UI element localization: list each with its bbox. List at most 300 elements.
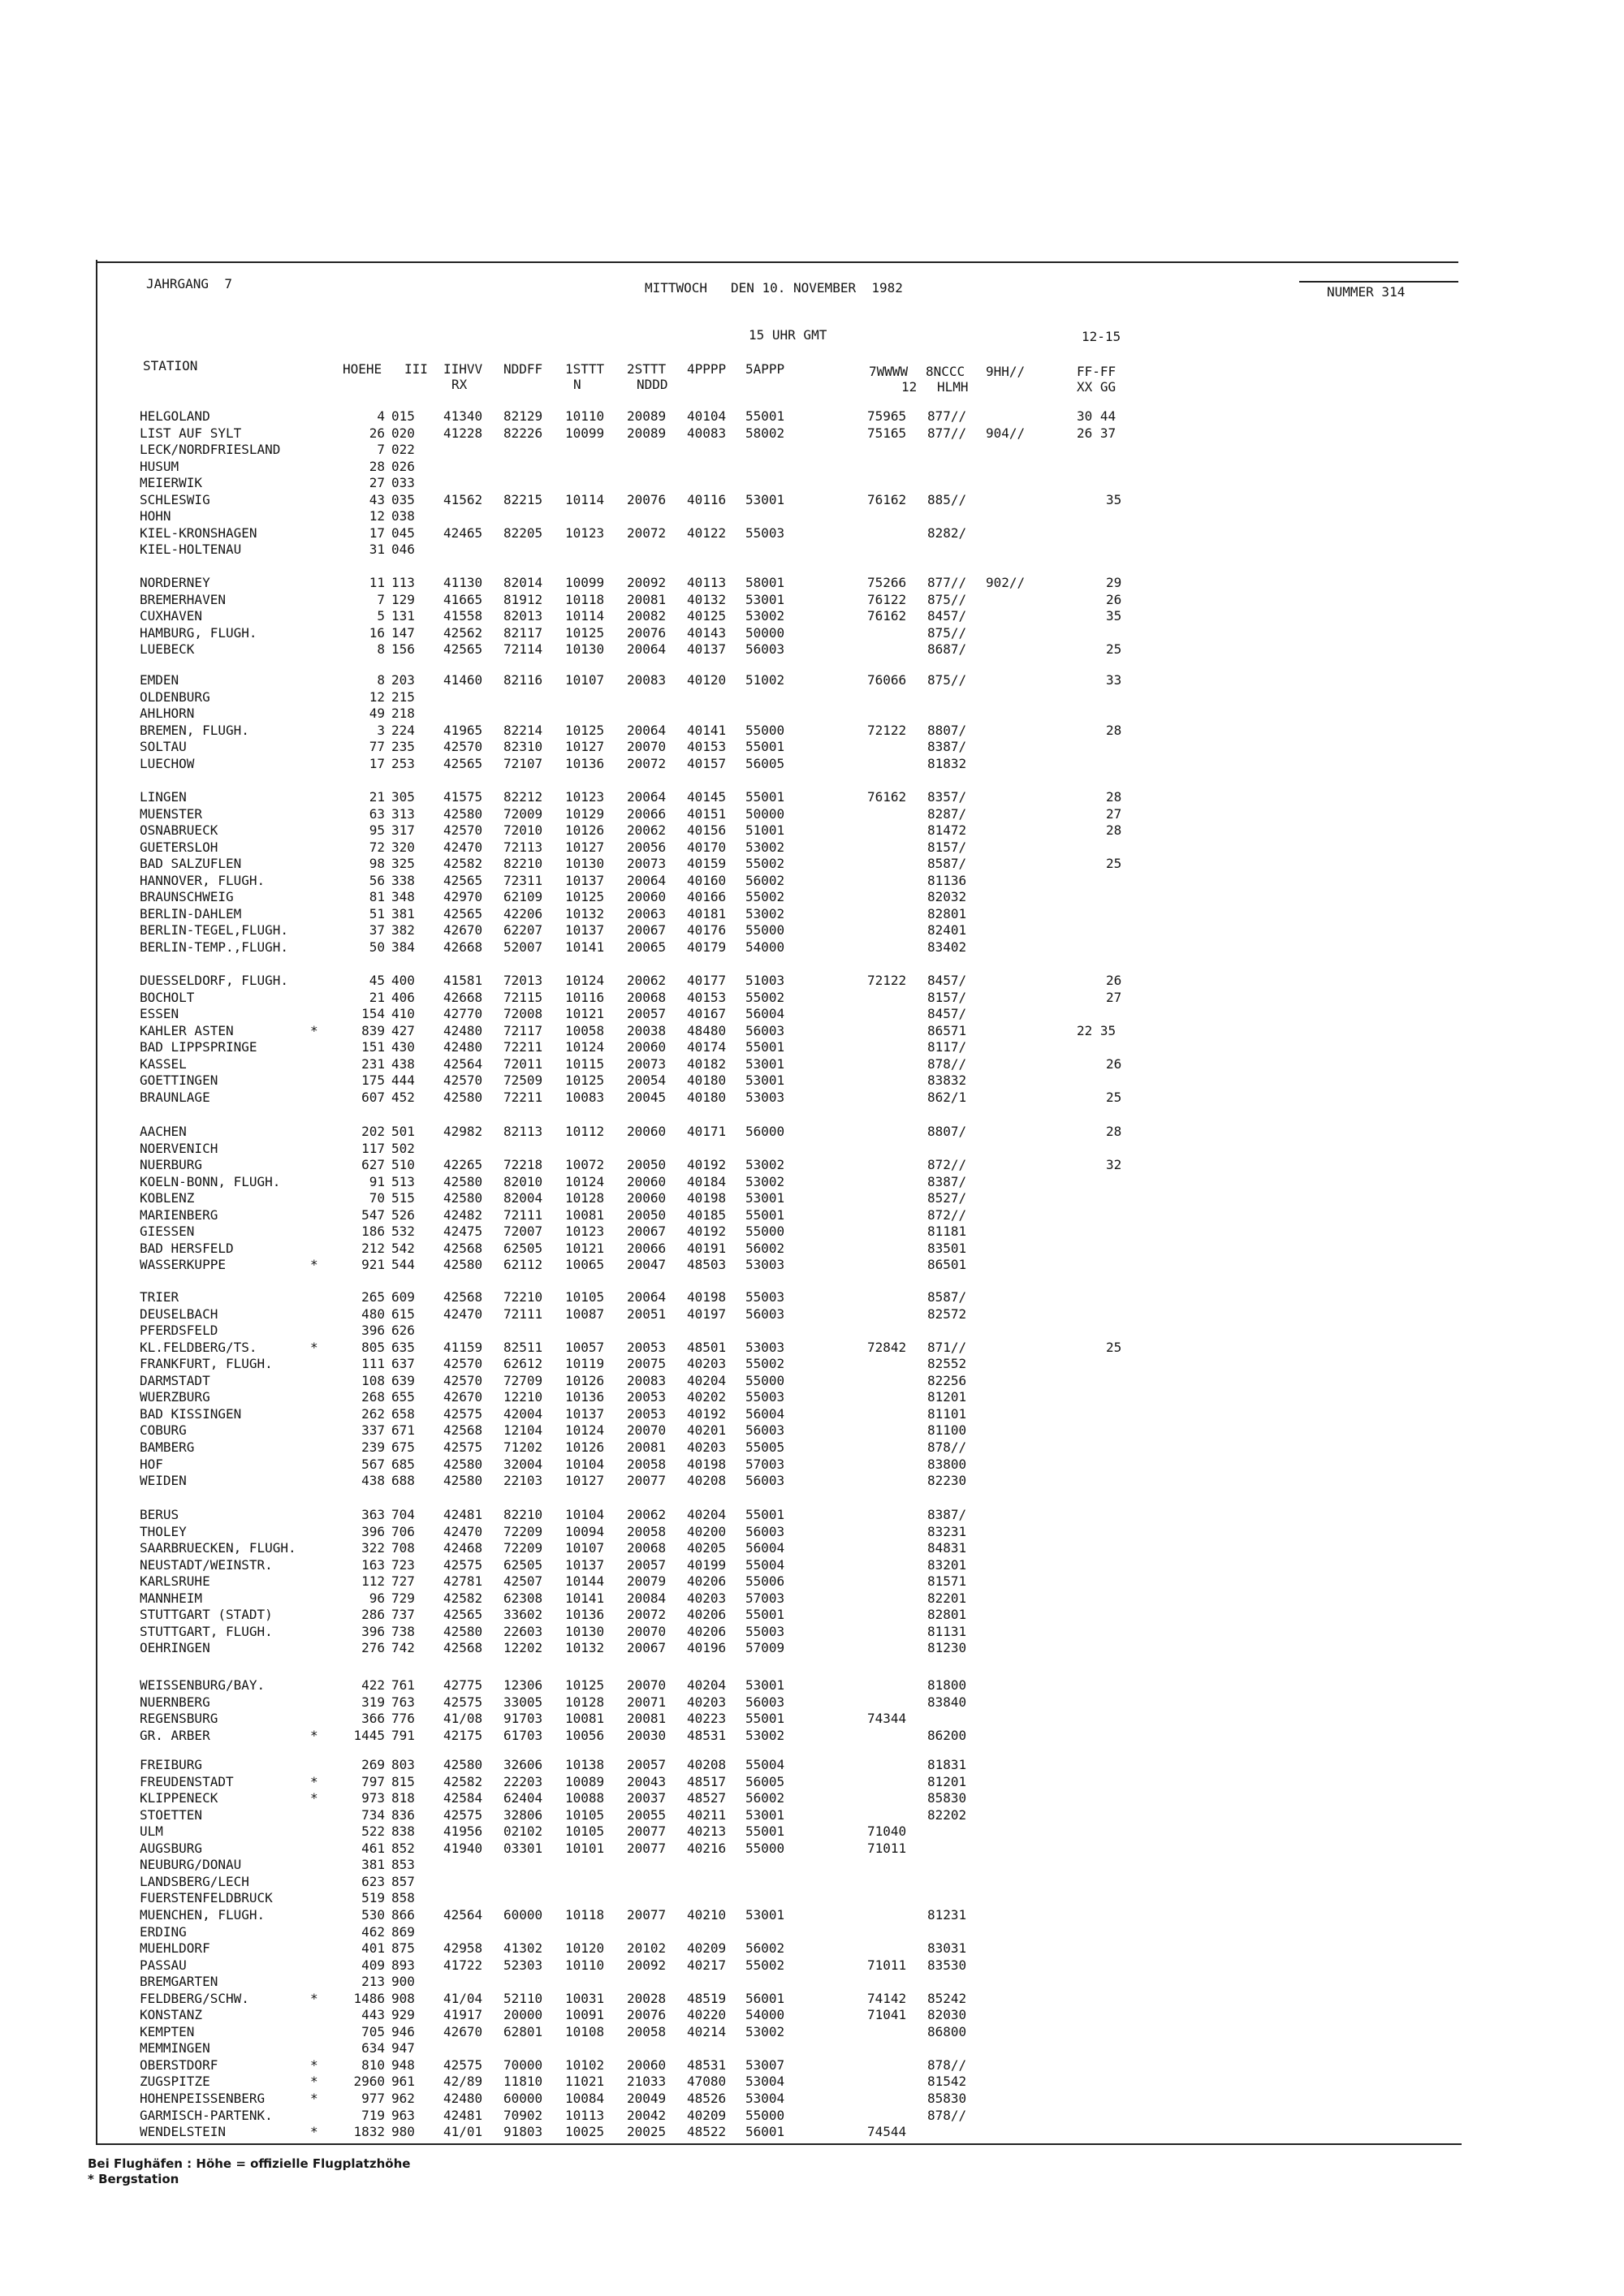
- nccc8: 85242: [927, 1990, 967, 2006]
- appp5: 55000: [745, 1372, 785, 1388]
- nccc8: 81832: [927, 755, 967, 771]
- station-name: NEUSTADT/WEINSTR.: [140, 1556, 273, 1573]
- pppp4: 40180: [687, 1072, 727, 1089]
- hoehe: 21: [369, 789, 385, 805]
- appp5: 53001: [745, 1190, 785, 1206]
- nccc8: 8157/: [927, 989, 967, 1005]
- sttt1: 10065: [565, 1257, 605, 1273]
- nccc8: 885//: [927, 491, 967, 507]
- appp5: 55004: [745, 1757, 785, 1772]
- hoehe: 21: [369, 989, 385, 1005]
- pppp4: 48531: [687, 1727, 727, 1743]
- col-4pppp: 4PPPP: [687, 361, 727, 377]
- station-name: AACHEN: [140, 1124, 187, 1139]
- ff: 25: [1106, 641, 1122, 658]
- iii: 338: [391, 872, 415, 888]
- nccc8: 81472: [927, 822, 967, 839]
- table-row: [0, 1957, 1624, 1974]
- iihvv: 42575: [443, 1806, 483, 1823]
- hoehe: 422: [361, 1677, 385, 1693]
- sttt2: 20063: [627, 905, 667, 921]
- sttt2: 20060: [627, 1124, 667, 1139]
- hoehe: 705: [361, 2023, 385, 2039]
- sttt1: 10057: [565, 1339, 605, 1355]
- nddff: 82010: [503, 1173, 543, 1189]
- iihvv: 42565: [443, 755, 483, 771]
- appp5: 53001: [745, 491, 785, 507]
- iihvv: 42465: [443, 524, 483, 541]
- sttt2: 20053: [627, 1339, 667, 1355]
- station-name: NEUBURG/DONAU: [140, 1857, 242, 1873]
- iihvv: 42470: [443, 1523, 483, 1539]
- nccc8: 8457/: [927, 608, 967, 624]
- iii: 305: [391, 789, 415, 805]
- hoehe: 973: [361, 1790, 385, 1806]
- nccc8: 875//: [927, 591, 967, 607]
- nccc8: 875//: [927, 624, 967, 641]
- hoehe: 921: [361, 1257, 385, 1273]
- iihvv: 42575: [443, 1405, 483, 1422]
- sttt2: 20081: [627, 1711, 667, 1727]
- iii: 381: [391, 905, 415, 921]
- nccc8: 83231: [927, 1523, 967, 1539]
- table-row: [0, 508, 1624, 524]
- station-name: GIESSEN: [140, 1224, 195, 1240]
- sttt1: 10127: [565, 839, 605, 855]
- pppp4: 40198: [687, 1456, 727, 1472]
- iihvv: 42570: [443, 739, 483, 755]
- iihvv: 42580: [443, 805, 483, 822]
- iihvv: 42958: [443, 1940, 483, 1957]
- pppp4: 40180: [687, 1089, 727, 1105]
- sttt2: 20072: [627, 1607, 667, 1623]
- pppp4: 40181: [687, 905, 727, 921]
- sttt1: 10104: [565, 1507, 605, 1522]
- iii: 131: [391, 608, 415, 624]
- nccc8: 81230: [927, 1640, 967, 1656]
- iihvv: 42570: [443, 822, 483, 839]
- wwww7: 74142: [867, 1990, 907, 2006]
- wwww7: 76162: [867, 789, 907, 805]
- table-row: [0, 1590, 1624, 1607]
- table-row: [0, 1457, 1624, 1473]
- table-row: [0, 1640, 1624, 1656]
- nddff: 22203: [503, 1773, 543, 1789]
- table-row: [0, 1907, 1624, 1923]
- sttt2: 20070: [627, 1422, 667, 1439]
- iii: 908: [391, 1990, 415, 2006]
- station-name: MUENCHEN, FLUGH.: [140, 1906, 266, 1923]
- appp5: 53002: [745, 2023, 785, 2039]
- pppp4: 40192: [687, 1405, 727, 1422]
- iii: 729: [391, 1590, 415, 1606]
- station-name: BAD LIPPSPRINGE: [140, 1039, 257, 1055]
- table-row: [0, 1694, 1624, 1711]
- sttt1: 10126: [565, 1439, 605, 1455]
- pppp4: 48517: [687, 1773, 727, 1789]
- sttt2: 20068: [627, 1540, 667, 1556]
- jahrgang: JAHRGANG 7: [146, 276, 232, 291]
- mountain-marker: *: [310, 1257, 318, 1273]
- station-name: DARMSTADT: [140, 1372, 210, 1388]
- iii: 382: [391, 922, 415, 939]
- appp5: 53004: [745, 2091, 785, 2106]
- station-name: DUESSELDORF, FLUGH.: [140, 973, 289, 988]
- sttt1: 10127: [565, 739, 605, 755]
- sttt1: 10058: [565, 1022, 605, 1038]
- sttt2: 20050: [627, 1157, 667, 1173]
- iihvv: 42481: [443, 1507, 483, 1522]
- hoehe: 8: [377, 641, 385, 658]
- appp5: 55001: [745, 1507, 785, 1522]
- sttt2: 20060: [627, 1039, 667, 1055]
- date-line: MITTWOCH DEN 10. NOVEMBER 1982: [645, 280, 903, 296]
- table-row: [0, 2108, 1624, 2124]
- hoehe: 409: [361, 1957, 385, 1973]
- sttt2: 20083: [627, 672, 667, 688]
- nccc8: 81542: [927, 2074, 967, 2090]
- sttt1: 10110: [565, 408, 605, 424]
- nccc8: 871//: [927, 1339, 967, 1355]
- station-name: PFERDSFELD: [140, 1323, 218, 1339]
- appp5: 56002: [745, 872, 785, 888]
- iihvv: 42580: [443, 1089, 483, 1105]
- nddff: 41302: [503, 1940, 543, 1957]
- appp5: 53007: [745, 2056, 785, 2073]
- sttt1: 10031: [565, 1990, 605, 2006]
- ff: 35: [1106, 491, 1122, 507]
- iii: 452: [391, 1089, 415, 1105]
- pppp4: 40199: [687, 1556, 727, 1573]
- pppp4: 40177: [687, 973, 727, 988]
- sttt1: 10124: [565, 1173, 605, 1189]
- hoehe: 623: [361, 1873, 385, 1889]
- table-row: [0, 789, 1624, 805]
- sttt2: 20077: [627, 1823, 667, 1840]
- iihvv: 42580: [443, 1190, 483, 1206]
- iihvv: 42565: [443, 641, 483, 658]
- sttt2: 20030: [627, 1727, 667, 1743]
- hoehe: 522: [361, 1823, 385, 1840]
- iii: 156: [391, 641, 415, 658]
- sttt1: 10137: [565, 922, 605, 939]
- station-name: WEISSENBURG/BAY.: [140, 1677, 266, 1693]
- station-name: STUTTGART, FLUGH.: [140, 1623, 273, 1639]
- hoehe: 5: [377, 608, 385, 624]
- appp5: 51001: [745, 822, 785, 839]
- station-name: LECK/NORDFRIESLAND: [140, 442, 281, 458]
- iii: 803: [391, 1757, 415, 1772]
- iii: 723: [391, 1556, 415, 1573]
- sttt2: 20057: [627, 1556, 667, 1573]
- nddff: 11810: [503, 2074, 543, 2090]
- pppp4: 40153: [687, 989, 727, 1005]
- iii: 727: [391, 1573, 415, 1590]
- sttt2: 20067: [627, 1640, 667, 1656]
- nccc8: 83832: [927, 1072, 967, 1089]
- table-row: [0, 1974, 1624, 1990]
- pppp4: 40167: [687, 1006, 727, 1022]
- nccc8: 81571: [927, 1573, 967, 1590]
- ff: 28: [1106, 1124, 1122, 1139]
- nccc8: 85830: [927, 2091, 967, 2106]
- nddff: 71202: [503, 1439, 543, 1455]
- ff: 22 35: [1077, 1022, 1116, 1038]
- pppp4: 40104: [687, 408, 727, 424]
- sttt2: 20055: [627, 1806, 667, 1823]
- station-name: KAHLER ASTEN: [140, 1022, 234, 1038]
- iii: 235: [391, 739, 415, 755]
- station-name: LIST AUF SYLT: [140, 425, 242, 441]
- appp5: 55003: [745, 1389, 785, 1405]
- appp5: 55006: [745, 1573, 785, 1590]
- appp5: 56002: [745, 1240, 785, 1256]
- sttt1: 10108: [565, 2023, 605, 2039]
- nccc8: 8457/: [927, 1006, 967, 1022]
- table-row: [0, 1289, 1624, 1306]
- hoehe: 7: [377, 591, 385, 607]
- iii: 038: [391, 508, 415, 524]
- table-row: [0, 689, 1624, 706]
- pppp4: 40120: [687, 672, 727, 688]
- hoehe: 151: [361, 1039, 385, 1055]
- sttt2: 20064: [627, 789, 667, 805]
- sttt2: 20064: [627, 872, 667, 888]
- sttt1: 10084: [565, 2091, 605, 2106]
- appp5: 56002: [745, 1790, 785, 1806]
- nddff: 72117: [503, 1022, 543, 1038]
- pppp4: 40200: [687, 1523, 727, 1539]
- nddff: 82014: [503, 575, 543, 590]
- table-row: [0, 442, 1624, 458]
- iihvv: 42470: [443, 1306, 483, 1322]
- sttt1: 10125: [565, 889, 605, 905]
- station-name: THOLEY: [140, 1523, 187, 1539]
- time-range: 12-15: [1082, 329, 1121, 344]
- col-ff-sub: XX GG: [1077, 379, 1116, 395]
- iii: 320: [391, 839, 415, 855]
- table-row: [0, 475, 1624, 491]
- nccc8: 82801: [927, 1607, 967, 1623]
- hoehe: 734: [361, 1806, 385, 1823]
- sttt2: 20067: [627, 922, 667, 939]
- station-name: BRAUNSCHWEIG: [140, 889, 234, 905]
- sttt2: 20070: [627, 739, 667, 755]
- station-name: FUERSTENFELDBRUCK: [140, 1890, 273, 1906]
- ff: 25: [1106, 856, 1122, 872]
- nccc8: 8357/: [927, 789, 967, 805]
- nddff: 72211: [503, 1089, 543, 1105]
- iii: 444: [391, 1072, 415, 1089]
- iii: 706: [391, 1523, 415, 1539]
- hoehe: 401: [361, 1940, 385, 1957]
- iihvv: 42582: [443, 1590, 483, 1606]
- iihvv: 41722: [443, 1957, 483, 1973]
- station-name: STUTTGART (STADT): [140, 1607, 273, 1623]
- sttt1: 10104: [565, 1456, 605, 1472]
- nccc8: 8587/: [927, 1289, 967, 1305]
- table-row: [0, 592, 1624, 608]
- nccc8: 81201: [927, 1773, 967, 1789]
- station-name: OEHRINGEN: [140, 1640, 210, 1656]
- nccc8: 81800: [927, 1677, 967, 1693]
- sttt1: 10088: [565, 1790, 605, 1806]
- hoehe: 363: [361, 1507, 385, 1522]
- pppp4: 40206: [687, 1573, 727, 1590]
- appp5: 56005: [745, 755, 785, 771]
- station-name: STOETTEN: [140, 1806, 203, 1823]
- iihvv: 41581: [443, 973, 483, 988]
- nddff: 12210: [503, 1389, 543, 1405]
- sttt1: 10123: [565, 789, 605, 805]
- pppp4: 40196: [687, 1640, 727, 1656]
- sttt1: 10081: [565, 1711, 605, 1727]
- appp5: 55003: [745, 1623, 785, 1639]
- table-row: [0, 839, 1624, 856]
- station-name: NORDERNEY: [140, 575, 210, 590]
- nddff: 72007: [503, 1224, 543, 1240]
- hoehe: 231: [361, 1055, 385, 1072]
- appp5: 53001: [745, 1677, 785, 1693]
- table-row: [0, 1823, 1624, 1840]
- station-name: ULM: [140, 1823, 163, 1840]
- appp5: 58002: [745, 425, 785, 441]
- pppp4: 40166: [687, 889, 727, 905]
- nccc8: 8387/: [927, 1173, 967, 1189]
- ff: 28: [1106, 722, 1122, 738]
- pppp4: 40204: [687, 1507, 727, 1522]
- hoehe: 117: [361, 1140, 385, 1156]
- sttt1: 10132: [565, 1640, 605, 1656]
- wwww7: 72842: [867, 1339, 907, 1355]
- appp5: 55003: [745, 1289, 785, 1305]
- sttt1: 10118: [565, 1906, 605, 1923]
- station-name: FRANKFURT, FLUGH.: [140, 1356, 273, 1372]
- pppp4: 40209: [687, 1940, 727, 1957]
- table-row: [0, 756, 1624, 772]
- nddff: 72011: [503, 1055, 543, 1072]
- station-name: MUEHLDORF: [140, 1940, 210, 1957]
- table-row: [0, 1774, 1624, 1790]
- iii: 626: [391, 1323, 415, 1339]
- iihvv: 42564: [443, 1055, 483, 1072]
- iihvv: 42775: [443, 1677, 483, 1693]
- nccc8: 862/1: [927, 1089, 967, 1105]
- sttt1: 10118: [565, 591, 605, 607]
- nddff: 72311: [503, 872, 543, 888]
- iii: 348: [391, 889, 415, 905]
- nccc8: 81201: [927, 1389, 967, 1405]
- pppp4: 40176: [687, 922, 727, 939]
- hoehe: 1832: [353, 2124, 385, 2140]
- sttt1: 10091: [565, 2007, 605, 2023]
- wwww7: 76066: [867, 672, 907, 688]
- nccc8: 82201: [927, 1590, 967, 1606]
- iii: 022: [391, 442, 415, 458]
- iii: 893: [391, 1957, 415, 1973]
- table-row: [0, 1072, 1624, 1089]
- appp5: 54000: [745, 2007, 785, 2023]
- appp5: 53003: [745, 1089, 785, 1105]
- hoehe: 50: [369, 939, 385, 955]
- station-name: HOHENPEISSENBERG: [140, 2091, 266, 2106]
- hoehe: 70: [369, 1190, 385, 1206]
- sttt1: 10141: [565, 939, 605, 955]
- sttt1: 10025: [565, 2124, 605, 2140]
- sttt2: 20072: [627, 524, 667, 541]
- table-row: [0, 1124, 1624, 1140]
- iii: 761: [391, 1677, 415, 1693]
- sttt1: 10125: [565, 1072, 605, 1089]
- station-name: LUEBECK: [140, 641, 195, 658]
- nddff: 72111: [503, 1206, 543, 1223]
- sttt1: 10114: [565, 608, 605, 624]
- iii: 776: [391, 1711, 415, 1727]
- station-name: FREIBURG: [140, 1757, 203, 1772]
- iihvv: 42670: [443, 1389, 483, 1405]
- sttt1: 10099: [565, 575, 605, 590]
- sttt1: 10137: [565, 1556, 605, 1573]
- iii: 026: [391, 458, 415, 474]
- table-row: [0, 2040, 1624, 2056]
- station-name: AUGSBURG: [140, 1840, 203, 1856]
- iihvv: 42481: [443, 2107, 483, 2123]
- pppp4: 48501: [687, 1339, 727, 1355]
- sttt1: 10105: [565, 1289, 605, 1305]
- iihvv: 41159: [443, 1339, 483, 1355]
- iihvv: 42564: [443, 1906, 483, 1923]
- hoehe: 396: [361, 1523, 385, 1539]
- iii: 655: [391, 1389, 415, 1405]
- station-name: KONSTANZ: [140, 2007, 203, 2023]
- appp5: 56005: [745, 1773, 785, 1789]
- iihvv: 42575: [443, 1439, 483, 1455]
- pppp4: 40185: [687, 1206, 727, 1223]
- station-name: BERLIN-TEMP.,FLUGH.: [140, 939, 289, 955]
- iihvv: 42568: [443, 1422, 483, 1439]
- station-name: KOELN-BONN, FLUGH.: [140, 1173, 281, 1189]
- iii: 866: [391, 1906, 415, 1923]
- hoehe: 154: [361, 1006, 385, 1022]
- sttt2: 20065: [627, 939, 667, 955]
- nccc8: 877//: [927, 575, 967, 590]
- pppp4: 40198: [687, 1190, 727, 1206]
- nddff: 82210: [503, 1507, 543, 1522]
- nccc8: 83201: [927, 1556, 967, 1573]
- mountain-marker: *: [310, 1022, 318, 1038]
- table-row: [0, 889, 1624, 905]
- iihvv: 42575: [443, 2056, 483, 2073]
- station-name: BREMEN, FLUGH.: [140, 722, 249, 738]
- hoehe: 163: [361, 1556, 385, 1573]
- nddff: 70902: [503, 2107, 543, 2123]
- pppp4: 40083: [687, 425, 727, 441]
- appp5: 55000: [745, 722, 785, 738]
- table-row: [0, 2024, 1624, 2040]
- iii: 704: [391, 1507, 415, 1522]
- pppp4: 40206: [687, 1623, 727, 1639]
- sttt1: 10126: [565, 1372, 605, 1388]
- table-row: [0, 1790, 1624, 1806]
- station-name: HANNOVER, FLUGH.: [140, 872, 266, 888]
- ff: 26: [1106, 1055, 1122, 1072]
- nddff: 52007: [503, 939, 543, 955]
- pppp4: 40203: [687, 1694, 727, 1710]
- hoehe: 111: [361, 1356, 385, 1372]
- sttt2: 20070: [627, 1623, 667, 1639]
- pppp4: 40208: [687, 1473, 727, 1488]
- appp5: 51003: [745, 973, 785, 988]
